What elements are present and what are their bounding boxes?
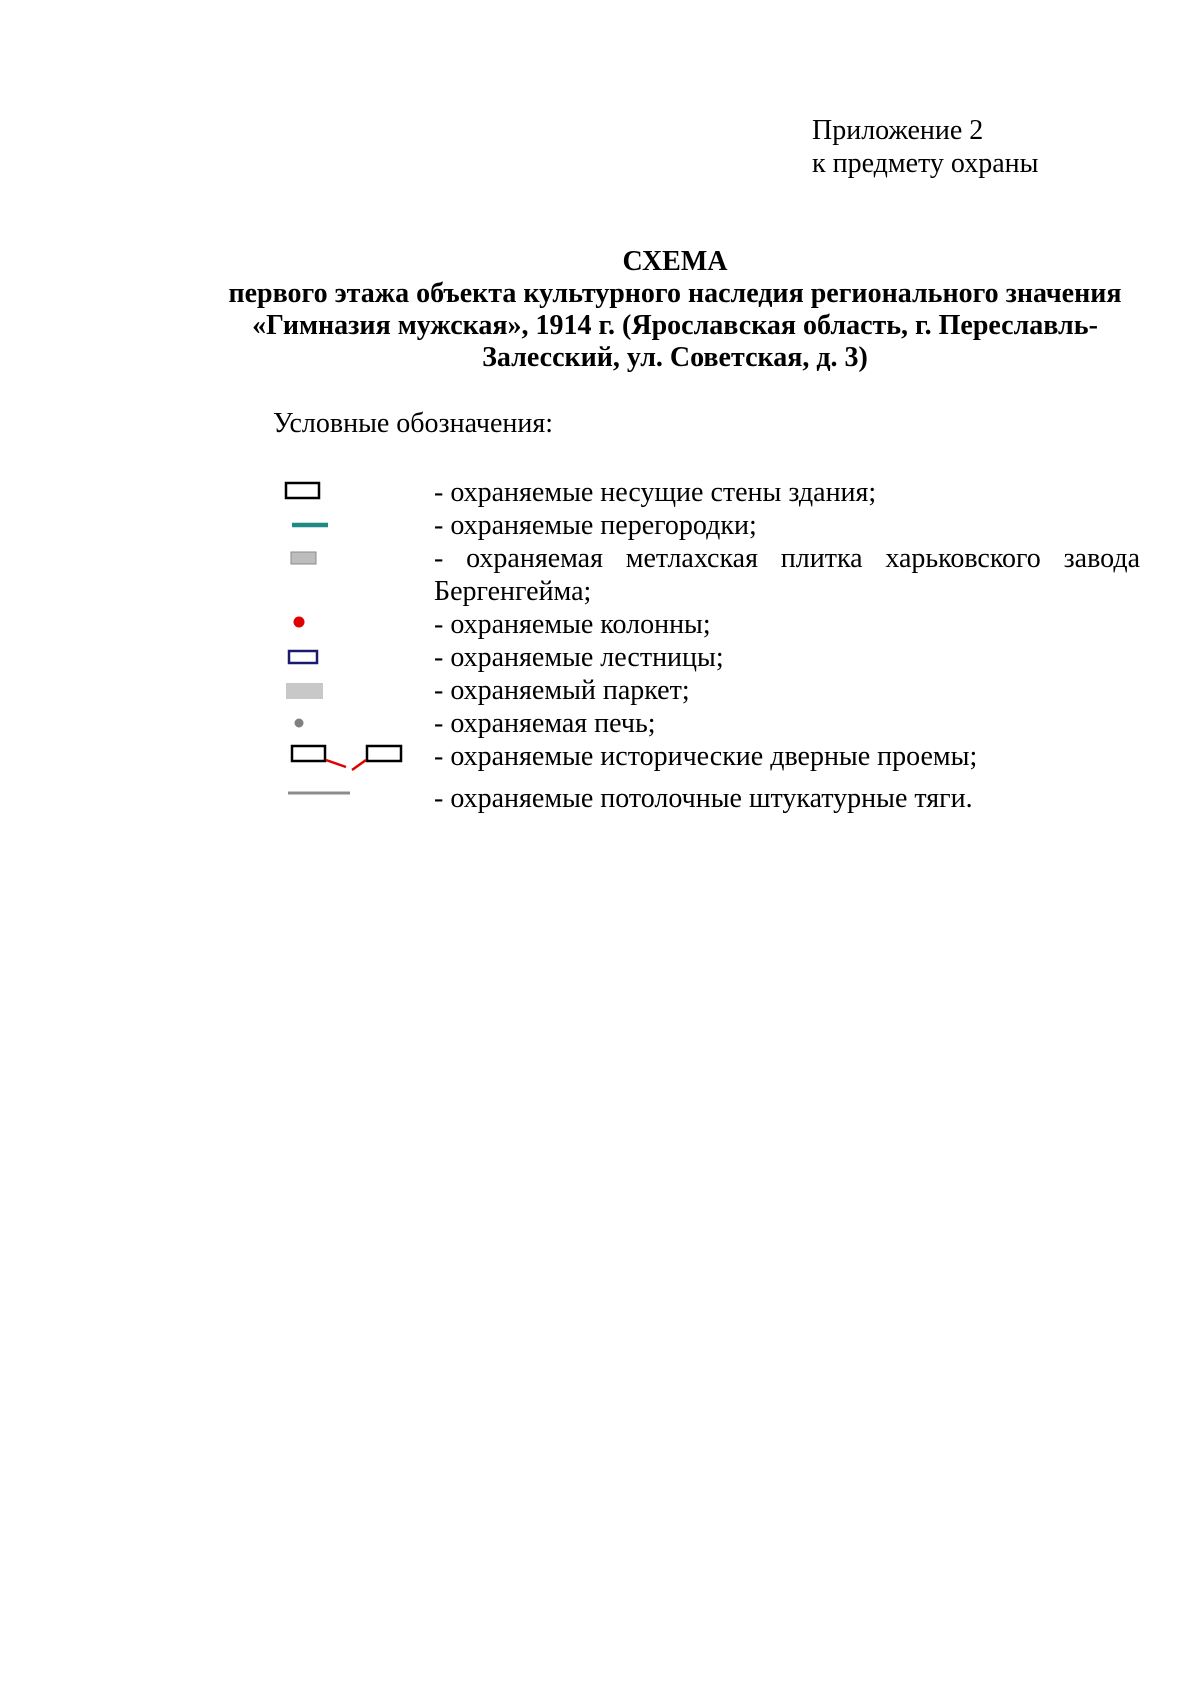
- legend-item: [270, 509, 1140, 542]
- appendix-line-2: к предмету охраны: [812, 148, 1039, 179]
- stair-outline-icon: [270, 641, 430, 674]
- legend-item: [270, 707, 1140, 740]
- parquet-swatch-icon: [270, 674, 430, 707]
- legend-caption: Условные обозначения:: [273, 408, 554, 439]
- door-opening-icon: [270, 740, 430, 773]
- legend-item-text: - охраняемый паркет;: [434, 675, 690, 706]
- legend-item: [270, 674, 1140, 707]
- appendix-line-1: Приложение 2: [812, 115, 984, 146]
- legend-item-text: - охраняемая метлахская плитка харьковского завода: [434, 543, 1140, 574]
- legend-item: [270, 542, 1140, 608]
- legend-item-text: - охраняемые перегородки;: [434, 510, 757, 541]
- legend-item: [270, 608, 1140, 641]
- column-dot-icon: [270, 608, 430, 641]
- tile-swatch-icon: [270, 542, 430, 575]
- legend-item: [270, 782, 1140, 815]
- legend-item: [270, 740, 1140, 773]
- ceiling-molding-line-icon: [270, 782, 430, 815]
- wall-outline-icon: [270, 476, 430, 509]
- legend-item-text: - охраняемые несущие стены здания;: [434, 477, 877, 508]
- heading-line-2: «Гимназия мужская», 1914 г. (Ярославская область, г. Переславль-: [252, 310, 1098, 341]
- stove-dot-icon: [270, 707, 430, 740]
- legend-item-text-continuation: Бергенгейма;: [434, 576, 592, 607]
- partition-line-icon: [270, 509, 430, 542]
- heading-title: СХЕМА: [622, 246, 728, 277]
- legend-item-text: - охраняемая печь;: [434, 708, 656, 739]
- legend-item: [270, 641, 1140, 674]
- legend-item-text: - охраняемые исторические дверные проемы;: [434, 741, 978, 772]
- legend-item-text: - охраняемые потолочные штукатурные тяги.: [434, 783, 973, 814]
- heading-line-3: Залесский, ул. Советская, д. 3): [482, 342, 868, 373]
- heading-line-1: первого этажа объекта культурного наследия регионального значения: [228, 278, 1122, 309]
- appendix-note: [812, 114, 1038, 180]
- legend-item-text: - охраняемые лестницы;: [434, 642, 724, 673]
- legend-item: [270, 476, 1140, 509]
- document-heading: [210, 246, 1140, 374]
- legend-item-text: - охраняемые колонны;: [434, 609, 711, 640]
